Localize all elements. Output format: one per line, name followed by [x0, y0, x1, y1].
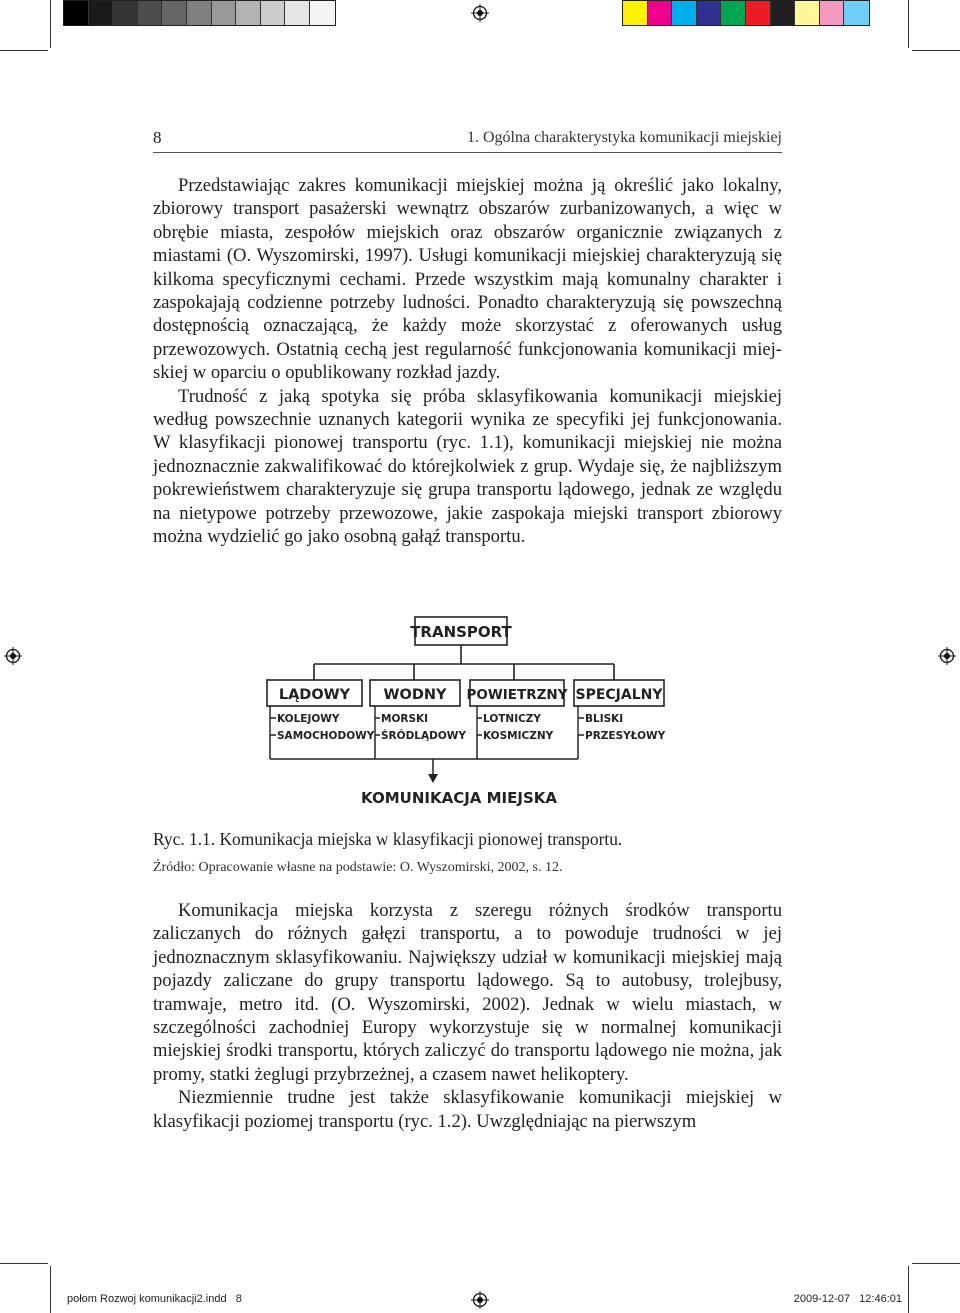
- figure-source: Źródło: Opracowanie własne na podstawie: O. Wyszomirski, 2002, s. 12.: [153, 860, 563, 875]
- arrow-down-icon: [428, 774, 438, 783]
- branch-label: WODNY: [383, 687, 447, 703]
- color-swatch: [212, 1, 237, 25]
- diagram-branch: [574, 680, 666, 742]
- color-swatch: [820, 1, 845, 25]
- running-head: 1. Ogólna charakterystyka komunikacji miejskiej: [466, 129, 782, 146]
- body-text-top: [153, 174, 782, 549]
- color-swatch: [672, 1, 697, 25]
- branch-item: PRZESYŁOWY: [585, 730, 666, 742]
- paragraph: Trudność z jaką spotyka się próba sklasyfikowania komunikacji miejskiej według powszechnie uznanych kategorii wynika ze specyfiki jej funkcjonowania. W klasyfikacji pionowej transportu (ryc. 1.1), komunikacji miejskiej nie można jednoznacznie zakwalifikować do którejkolwiek z grup. Wydaje się, że najbliższym pokrewieństwem charakteryzuje się grupa transportu lądowego, jednak ze względu na nietypowe potrzeby przewozowe, jakie zaspokaja miejski transport zbiorowy można wydzielić go jako osobną gałąź transportu.: [153, 385, 782, 548]
- diagram-branch: [370, 680, 466, 742]
- registration-mark-icon: [471, 1291, 489, 1309]
- branch-label: LĄDOWY: [278, 687, 351, 703]
- color-swatch: [623, 1, 648, 25]
- color-swatch: [697, 1, 722, 25]
- color-swatch: [746, 1, 771, 25]
- color-swatch: [844, 1, 869, 25]
- crop-mark: [0, 50, 48, 51]
- crop-mark: [908, 1266, 909, 1313]
- crop-mark: [908, 0, 909, 48]
- diagram-branch: [267, 680, 375, 742]
- paragraph: Komunikacja miejska korzysta z szeregu różnych środków transportu zaliczanych do różnych gałęzi transportu, a to powoduje trudności w jej jednoznacznym sklasyfikowaniu. Największy udział w komunikacji miejskiej mają pojazdy zaliczane do grupy transportu lądowego. Są to autobusy, trolejbusy, tramwaje, metro itd. (O. Wyszomirski, 2002). Jednak w wielu miastach, w szczególności zachodniej Europy wykorzystuje się w normalnej komunikacji miejskiej środki transportu, których zaliczyć do transportu lądowego nie można, jak promy, statki żeglugi przybrzeżnej, a czasem nawet helikoptery.: [153, 900, 782, 1085]
- figure-caption: Ryc. 1.1. Komunikacja miejska w klasyfikacji pionowej transportu.: [153, 829, 623, 849]
- color-swatch: [310, 1, 335, 25]
- color-swatch: [162, 1, 187, 25]
- branch-item: KOLEJOWY: [277, 713, 340, 725]
- branch-label: POWIETRZNY: [466, 687, 568, 703]
- branch-item: ŚRÓDLĄDOWY: [381, 730, 466, 742]
- color-swatch: [187, 1, 212, 25]
- color-swatch: [261, 1, 286, 25]
- color-swatch: [795, 1, 820, 25]
- body-text-bottom: [153, 899, 782, 1133]
- branch-item: SAMOCHODOWY: [277, 730, 375, 742]
- paragraph: Przedstawiając zakres komunikacji miejskiej można ją określić jako lokalny, zbiorowy transport pasażerski wewnątrz obszarów zurbanizowanych, a więc w obrębie miasta, zespołów miejskich oraz obszarów organicznie związanych z miastami (O. Wyszomirski, 1997). Usługi komunikacji miejskiej charakteryzują się kilkoma specyficznymi cechami. Przede wszystkim mają komunalny charakter i zaspokajają codzienne potrzeby ludności. Ponadto charakteryzują się powszechną dostępnością oznaczającą, że każdy może skorzystać z oferowanych usług przewozowych. Ostatnią cechą jest regularność funkcjonowania komunikacji miejskiej w oparciu o opublikowany rozkład jazdy.: [153, 175, 782, 384]
- crop-mark: [912, 50, 960, 51]
- crop-mark: [912, 1263, 960, 1264]
- header-rule: [153, 152, 782, 153]
- process-color-bar: [622, 0, 870, 26]
- color-swatch: [285, 1, 310, 25]
- registration-mark-icon: [471, 4, 489, 22]
- crop-mark: [50, 0, 51, 48]
- registration-mark-icon: [938, 647, 956, 665]
- diagram-result-label: KOMUNIKACJA MIEJSKA: [361, 789, 557, 807]
- branch-item: KOSMICZNY: [483, 730, 554, 742]
- diagram-branch: [467, 680, 568, 742]
- grayscale-color-bar: [63, 0, 336, 26]
- color-swatch: [89, 1, 114, 25]
- branch-label: SPECJALNY: [575, 687, 663, 703]
- color-swatch: [64, 1, 89, 25]
- branch-item: BLISKI: [585, 713, 624, 725]
- color-swatch: [138, 1, 163, 25]
- diagram-root-label: TRANSPORT: [410, 623, 512, 641]
- branch-item: MORSKI: [381, 713, 429, 725]
- color-swatch: [771, 1, 796, 25]
- slug-datetime: 2009-12-07 12:46:01: [793, 1293, 902, 1305]
- slug-filename: połom Rozwoj komunikacji2.indd 8: [67, 1293, 242, 1305]
- branch-item: LOTNICZY: [483, 713, 542, 725]
- page-number: 8: [153, 128, 162, 147]
- color-swatch: [648, 1, 673, 25]
- color-swatch: [236, 1, 261, 25]
- registration-mark-icon: [4, 647, 22, 665]
- color-swatch: [113, 1, 138, 25]
- crop-mark: [50, 1266, 51, 1313]
- crop-mark: [0, 1263, 48, 1264]
- color-swatch: [721, 1, 746, 25]
- transport-classification-diagram: [258, 614, 666, 810]
- paragraph: Niezmiennie trudne jest także sklasyfikowanie komunikacji miejskiej w klasyfikacji poziomej transportu (ryc. 1.2). Uwzględniając na pierwszym: [153, 1087, 782, 1132]
